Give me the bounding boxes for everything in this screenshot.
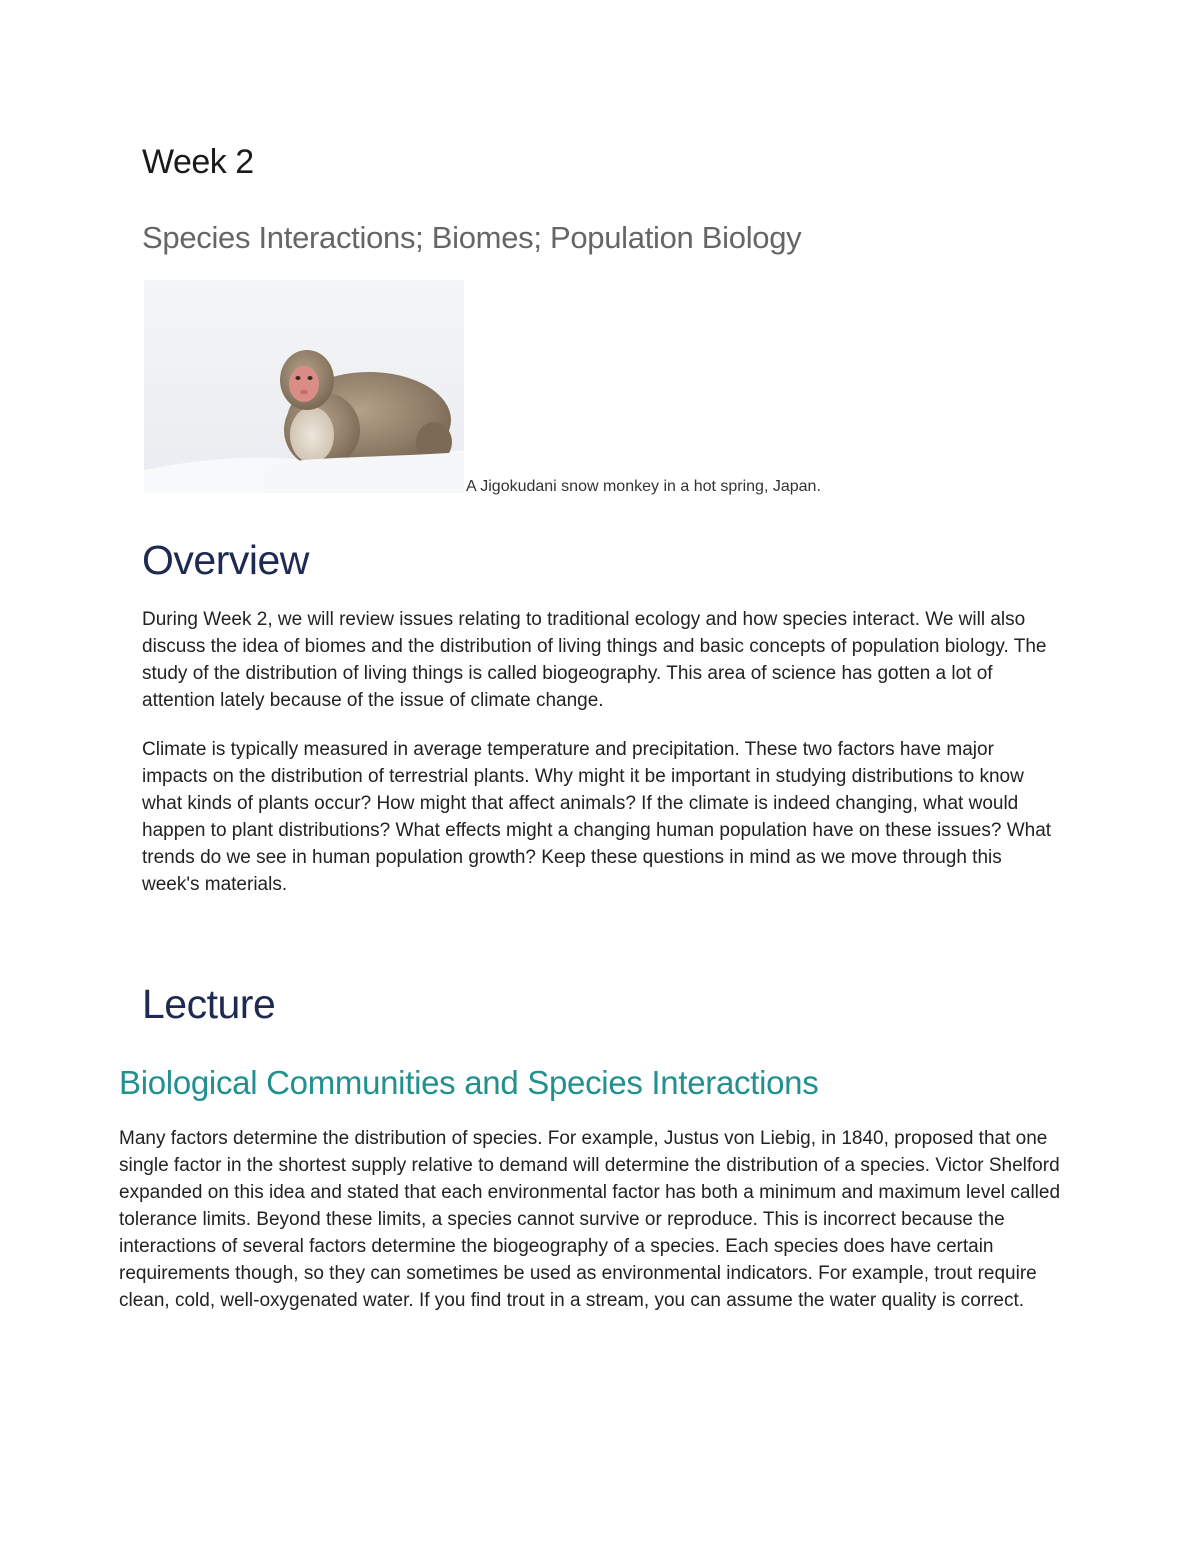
lecture-subheading: Biological Communities and Species Interactions — [119, 1064, 819, 1101]
snow-monkey-photo — [144, 280, 464, 493]
overview-paragraph-1: During Week 2, we will review issues relating to traditional ecology and how species interact. We will also discuss the idea of biomes and the distribution of living things and basic concepts of population biology. The study of the distribution of living things is called biogeography. This area of science has gotten a lot of attention lately because of the issue of climate change. — [142, 609, 1047, 711]
overview-paragraph-2: Climate is typically measured in average temperature and precipitation. These two factors have major impacts on the distribution of terrestrial plants. Why might it be important in studying distributions to know what kinds of plants occur? How might that affect animals? If the climate is indeed changing, what would happen to plant distributions? What effects might a changing human population have on these issues? What trends do we see in human population growth? Keep these questions in mind as we move through this week's materials. — [142, 739, 1052, 895]
page-subtitle: Species Interactions; Biomes; Population Biology — [142, 220, 802, 255]
overview-heading: Overview — [142, 537, 309, 583]
photo-caption: A Jigokudani snow monkey in a hot spring, Japan. — [466, 478, 821, 495]
week-title: Week 2 — [142, 143, 254, 181]
lecture-paragraph-1: Many factors determine the distribution of species. For example, Justus von Liebig, in 1840, proposed that one single factor in the shortest supply relative to demand will determine the distribution of a species. Victor Shelford expanded on this idea and stated that each environmental factor has both a minimum and maximum level called tolerance limits. Beyond these limits, a species cannot survive or reproduce. This is incorrect because the interactions of several factors determine the biogeography of a species. Each species does have certain requirements though, so they can sometimes be used as environmental indicators. For example, trout require clean, cold, well-oxygenated water. If you find trout in a stream, you can assume the water quality is correct. — [119, 1128, 1061, 1311]
lecture-heading: Lecture — [142, 981, 276, 1027]
